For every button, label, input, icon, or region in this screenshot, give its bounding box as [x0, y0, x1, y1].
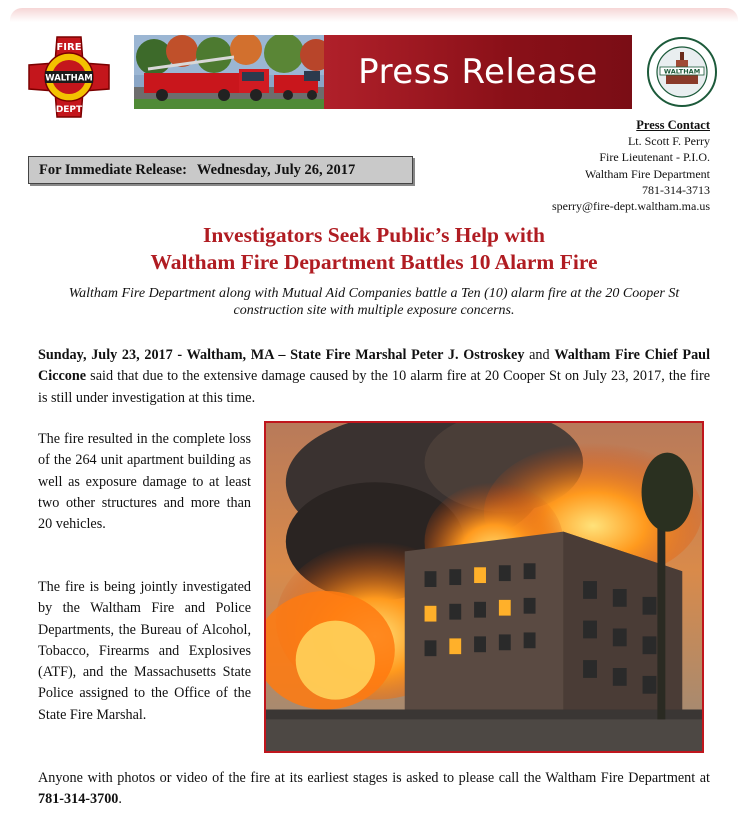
- headline: [0, 222, 748, 276]
- contact-email[interactable]: sperry@fire-dept.waltham.ma.us: [552, 199, 710, 214]
- closing-paragraph: [38, 768, 710, 811]
- press-contact: [552, 117, 710, 214]
- release-date-box: [28, 156, 413, 184]
- paragraph-damage: The fire resulted in the complete loss of the 264 unit apartment building as well as exposure damage to at least two other structures and more than 20 vehicles.: [38, 431, 251, 533]
- fire-department-badge-icon: [28, 36, 110, 118]
- badge-bottom-text: DEPT: [55, 105, 83, 115]
- contact-title: Fire Lieutenant - P.I.O.: [599, 150, 710, 165]
- closing-end: .: [118, 791, 122, 808]
- city-seal-icon: [646, 36, 718, 108]
- closing-text: Anyone with photos or video of the fire at its earliest stages is asked to please call the Waltham Fire Department at: [38, 770, 710, 786]
- intro-rest: said that due to the extensive damage caused by the 10 alarm fire at 20 Cooper St on July 23, 2017, the fire is still under investigation at this time.: [38, 368, 710, 406]
- fire-chief-name: Waltham Fire Chief Paul Ciccone: [38, 347, 711, 385]
- subheadline: Waltham Fire Department along with Mutual Aid Companies battle a Ten (10) alarm fire at the 20 Cooper St construction site with multiple exposure concerns.: [68, 286, 680, 318]
- fire-truck-photo: [134, 35, 324, 109]
- seal-center-text: WALTHAM: [663, 67, 701, 76]
- press-contact-heading: Press Contact: [636, 118, 710, 132]
- contact-department: Waltham Fire Department: [585, 166, 710, 181]
- release-date: Wednesday, July 26, 2017: [196, 161, 356, 178]
- press-release-banner: Press Release: [324, 35, 632, 109]
- contact-name: Lt. Scott F. Perry: [627, 134, 710, 149]
- contact-phone: 781-314-3713: [642, 182, 710, 197]
- header-top-rule: [10, 8, 738, 22]
- intro-paragraph: [38, 345, 710, 409]
- headline-line-2: Waltham Fire Department Battles 10 Alarm Fire: [150, 250, 598, 274]
- paragraph-investigation: The fire is being jointly investigated by the Waltham Fire and Police Departments, the Bureau of Alcohol, Tobacco, Firearms and Explosives (ATF), and the Massachusetts State Police assigned to the Office of the State Fire Marshal.: [38, 579, 251, 723]
- badge-top-text: FIRE: [56, 42, 82, 53]
- building-fire-photo: [264, 421, 704, 753]
- dateline: Sunday, July 23, 2017 - Waltham, MA – State Fire Marshal Peter J. Ostroskey: [38, 347, 525, 363]
- headline-line-1: Investigators Seek Public’s Help with: [202, 223, 546, 247]
- badge-center-text: WALTHAM: [45, 73, 93, 84]
- release-label: For Immediate Release:: [39, 161, 187, 178]
- tip-line-phone: 781-314-3700: [38, 791, 119, 808]
- intro-and: and: [524, 347, 555, 363]
